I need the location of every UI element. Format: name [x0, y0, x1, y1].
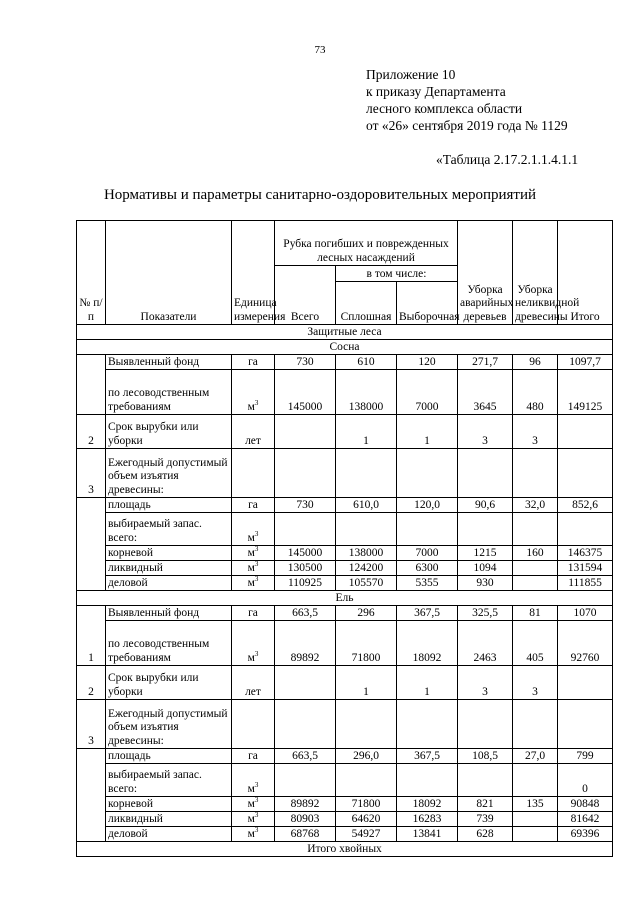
value-cell: 120,0: [397, 498, 458, 513]
unit-cell: $м^3$: [232, 576, 275, 591]
value-cell: [275, 415, 336, 449]
value-cell: 130500: [275, 561, 336, 576]
row-number: 1: [77, 606, 106, 666]
unit-superscript: 3: [254, 825, 259, 834]
value-cell: 1: [336, 415, 397, 449]
value-cell: 145000: [275, 546, 336, 561]
table-row: [77, 576, 613, 591]
table-row: [77, 355, 613, 370]
value-cell: 105570: [336, 576, 397, 591]
value-cell: 18092: [397, 797, 458, 812]
value-cell: 68768: [275, 827, 336, 842]
value-cell: [458, 513, 513, 546]
unit-cell: $м^3$: [232, 546, 275, 561]
value-cell: 367,5: [397, 606, 458, 621]
empty-cell: [275, 449, 336, 498]
value-cell: 405: [513, 621, 558, 666]
unit-superscript: 3: [254, 649, 259, 658]
header-incl: в том числе:: [336, 266, 458, 282]
value-cell: [513, 764, 558, 797]
table-row: [77, 749, 613, 764]
indicator-label: по лесоводственным требованиям: [106, 370, 232, 415]
row-number: 3: [77, 700, 106, 749]
header-emergency: Уборка аварийных деревьев: [458, 221, 513, 325]
unit-cell: га: [232, 498, 275, 513]
empty-cell: [275, 700, 336, 749]
value-cell: 663,5: [275, 749, 336, 764]
value-cell: 64620: [336, 812, 397, 827]
value-cell: 160: [513, 546, 558, 561]
value-cell: 32,0: [513, 498, 558, 513]
value-cell: 18092: [397, 621, 458, 666]
page-number: 73: [314, 44, 326, 56]
unit-superscript: 3: [254, 780, 259, 789]
indicator-label: корневой: [106, 797, 232, 812]
value-cell: [336, 513, 397, 546]
table-row: [77, 415, 613, 449]
section-row: Защитные леса: [77, 325, 613, 340]
value-cell: 3: [458, 415, 513, 449]
indicator-label: Срок вырубки или уборки: [106, 415, 232, 449]
value-cell: 138000: [336, 546, 397, 561]
value-cell: 1: [397, 666, 458, 700]
unit-cell: $м^3$: [232, 797, 275, 812]
norms-table: [76, 220, 613, 857]
value-cell: 80903: [275, 812, 336, 827]
value-cell: 108,5: [458, 749, 513, 764]
value-cell: [336, 764, 397, 797]
empty-cell: [232, 700, 275, 749]
unit-superscript: 3: [254, 795, 259, 804]
indicator-label: корневой: [106, 546, 232, 561]
value-cell: 7000: [397, 370, 458, 415]
species-name: Сосна: [77, 340, 613, 355]
value-cell: 296,0: [336, 749, 397, 764]
value-cell: [513, 827, 558, 842]
empty-cell: [397, 449, 458, 498]
value-cell: [558, 666, 613, 700]
appendix-line: к приказу Департамента: [366, 84, 506, 99]
header-total: Итого: [558, 221, 613, 325]
unit-superscript: 3: [254, 398, 259, 407]
row-number: 2: [77, 666, 106, 700]
indicator-label: ликвидный: [106, 561, 232, 576]
value-cell: [275, 666, 336, 700]
appendix-block: [366, 66, 568, 134]
indicator-label: ликвидный: [106, 812, 232, 827]
unit-cell: $м^3$: [232, 827, 275, 842]
empty-cell: [558, 449, 613, 498]
indicator-label: площадь: [106, 498, 232, 513]
value-cell: [558, 415, 613, 449]
value-cell: [513, 576, 558, 591]
header-unit: Единица измерения: [232, 221, 275, 325]
value-cell: 131594: [558, 561, 613, 576]
value-cell: 367,5: [397, 749, 458, 764]
species-header-row: [77, 340, 613, 355]
value-cell: [513, 812, 558, 827]
value-cell: 6300: [397, 561, 458, 576]
table-row: [77, 449, 613, 498]
value-cell: 149125: [558, 370, 613, 415]
value-cell: 3: [513, 415, 558, 449]
value-cell: 663,5: [275, 606, 336, 621]
value-cell: 135: [513, 797, 558, 812]
value-cell: 138000: [336, 370, 397, 415]
empty-cell: [397, 700, 458, 749]
value-cell: 111855: [558, 576, 613, 591]
empty-cell: [336, 449, 397, 498]
value-cell: 3: [458, 666, 513, 700]
row-number: 3: [77, 449, 106, 498]
table-row: [77, 666, 613, 700]
unit-superscript: 3: [254, 559, 259, 568]
value-cell: 296: [336, 606, 397, 621]
indicator-label: Выявленный фонд: [106, 355, 232, 370]
value-cell: [397, 513, 458, 546]
value-cell: 89892: [275, 797, 336, 812]
value-cell: 13841: [397, 827, 458, 842]
value-cell: 3645: [458, 370, 513, 415]
value-cell: 271,7: [458, 355, 513, 370]
header-indicators: Показатели: [106, 221, 232, 325]
value-cell: [397, 764, 458, 797]
value-cell: 610,0: [336, 498, 397, 513]
value-cell: 3: [513, 666, 558, 700]
table-row: [77, 700, 613, 749]
unit-cell: $м^3$: [232, 764, 275, 797]
header-illiquid: Уборка неликвидной древесины: [513, 221, 558, 325]
value-cell: 325,5: [458, 606, 513, 621]
value-cell: 730: [275, 355, 336, 370]
indicator-label: Ежегодный допустимый объем изъятия древесины:: [106, 700, 232, 749]
value-cell: 852,6: [558, 498, 613, 513]
value-cell: 89892: [275, 621, 336, 666]
unit-cell: $м^3$: [232, 370, 275, 415]
value-cell: 0: [558, 764, 613, 797]
value-cell: 480: [513, 370, 558, 415]
value-cell: 96: [513, 355, 558, 370]
value-cell: 81: [513, 606, 558, 621]
indicator-label: по лесоводственным требованиям: [106, 621, 232, 666]
value-cell: 90,6: [458, 498, 513, 513]
value-cell: 69396: [558, 827, 613, 842]
value-cell: 739: [458, 812, 513, 827]
value-cell: 610: [336, 355, 397, 370]
table-row: [77, 561, 613, 576]
indicator-label: выбираемый запас. всего:: [106, 513, 232, 546]
header-clear: Сплошная: [336, 282, 397, 325]
indicator-label: выбираемый запас. всего:: [106, 764, 232, 797]
value-cell: [275, 764, 336, 797]
table-row: [77, 606, 613, 621]
unit-cell: лет: [232, 415, 275, 449]
species-name: Ель: [77, 591, 613, 606]
value-cell: 821: [458, 797, 513, 812]
indicator-label: площадь: [106, 749, 232, 764]
table-row: [77, 370, 613, 415]
indicator-label: Ежегодный допустимый объем изъятия древесины:: [106, 449, 232, 498]
footer-row: Итого хвойных: [77, 842, 613, 857]
unit-cell: $м^3$: [232, 561, 275, 576]
unit-cell: га: [232, 355, 275, 370]
table-row: [77, 546, 613, 561]
value-cell: 628: [458, 827, 513, 842]
value-cell: [558, 513, 613, 546]
unit-superscript: 3: [254, 544, 259, 553]
value-cell: 146375: [558, 546, 613, 561]
value-cell: 54927: [336, 827, 397, 842]
unit-superscript: 3: [254, 810, 259, 819]
header-selective: Выборочная: [397, 282, 458, 325]
value-cell: 1097,7: [558, 355, 613, 370]
value-cell: 799: [558, 749, 613, 764]
document-title: Нормативы и параметры санитарно-оздоровительных мероприятий: [103, 187, 537, 203]
empty-cell: [77, 498, 106, 591]
table-row: [77, 797, 613, 812]
row-number: 2: [77, 415, 106, 449]
value-cell: 81642: [558, 812, 613, 827]
value-cell: 1215: [458, 546, 513, 561]
unit-superscript: 3: [254, 529, 259, 538]
value-cell: 71800: [336, 621, 397, 666]
empty-cell: [232, 449, 275, 498]
header-felling: Рубка погибших и поврежденных лесных насаждений: [275, 221, 458, 266]
value-cell: 5355: [397, 576, 458, 591]
value-cell: 110925: [275, 576, 336, 591]
value-cell: 27,0: [513, 749, 558, 764]
table-reference: «Таблица 2.17.2.1.1.4.1.1: [436, 152, 579, 167]
indicator-label: деловой: [106, 827, 232, 842]
indicator-label: деловой: [106, 576, 232, 591]
table-row: [77, 812, 613, 827]
table-row: [77, 513, 613, 546]
row-number: [77, 355, 106, 415]
appendix-line: лесного комплекса области: [366, 101, 523, 116]
empty-cell: [458, 700, 513, 749]
empty-cell: [513, 449, 558, 498]
value-cell: 7000: [397, 546, 458, 561]
value-cell: 1: [397, 415, 458, 449]
empty-cell: [458, 449, 513, 498]
value-cell: 90848: [558, 797, 613, 812]
value-cell: 145000: [275, 370, 336, 415]
value-cell: [275, 513, 336, 546]
value-cell: 930: [458, 576, 513, 591]
unit-cell: га: [232, 606, 275, 621]
header-felling-total: Всего: [275, 266, 336, 325]
value-cell: [513, 561, 558, 576]
unit-cell: $м^3$: [232, 621, 275, 666]
value-cell: 730: [275, 498, 336, 513]
empty-cell: [77, 749, 106, 842]
appendix-line: от «26» сентября 2019 года № 1129: [366, 118, 568, 133]
value-cell: 1: [336, 666, 397, 700]
value-cell: [458, 764, 513, 797]
value-cell: 71800: [336, 797, 397, 812]
unit-cell: $м^3$: [232, 812, 275, 827]
unit-cell: лет: [232, 666, 275, 700]
value-cell: 16283: [397, 812, 458, 827]
value-cell: 1094: [458, 561, 513, 576]
empty-cell: [336, 700, 397, 749]
table-row: [77, 827, 613, 842]
header-num: № п/п: [77, 221, 106, 325]
empty-cell: [558, 700, 613, 749]
table-row: [77, 621, 613, 666]
unit-cell: $м^3$: [232, 513, 275, 546]
value-cell: 2463: [458, 621, 513, 666]
value-cell: 124200: [336, 561, 397, 576]
value-cell: 120: [397, 355, 458, 370]
table-row: [77, 498, 613, 513]
species-header-row: [77, 591, 613, 606]
value-cell: 92760: [558, 621, 613, 666]
appendix-line: Приложение 10: [366, 67, 456, 82]
indicator-label: Выявленный фонд: [106, 606, 232, 621]
unit-cell: га: [232, 749, 275, 764]
indicator-label: Срок вырубки или уборки: [106, 666, 232, 700]
table-row: [77, 764, 613, 797]
unit-superscript: 3: [254, 574, 259, 583]
value-cell: 1070: [558, 606, 613, 621]
value-cell: [513, 513, 558, 546]
empty-cell: [513, 700, 558, 749]
